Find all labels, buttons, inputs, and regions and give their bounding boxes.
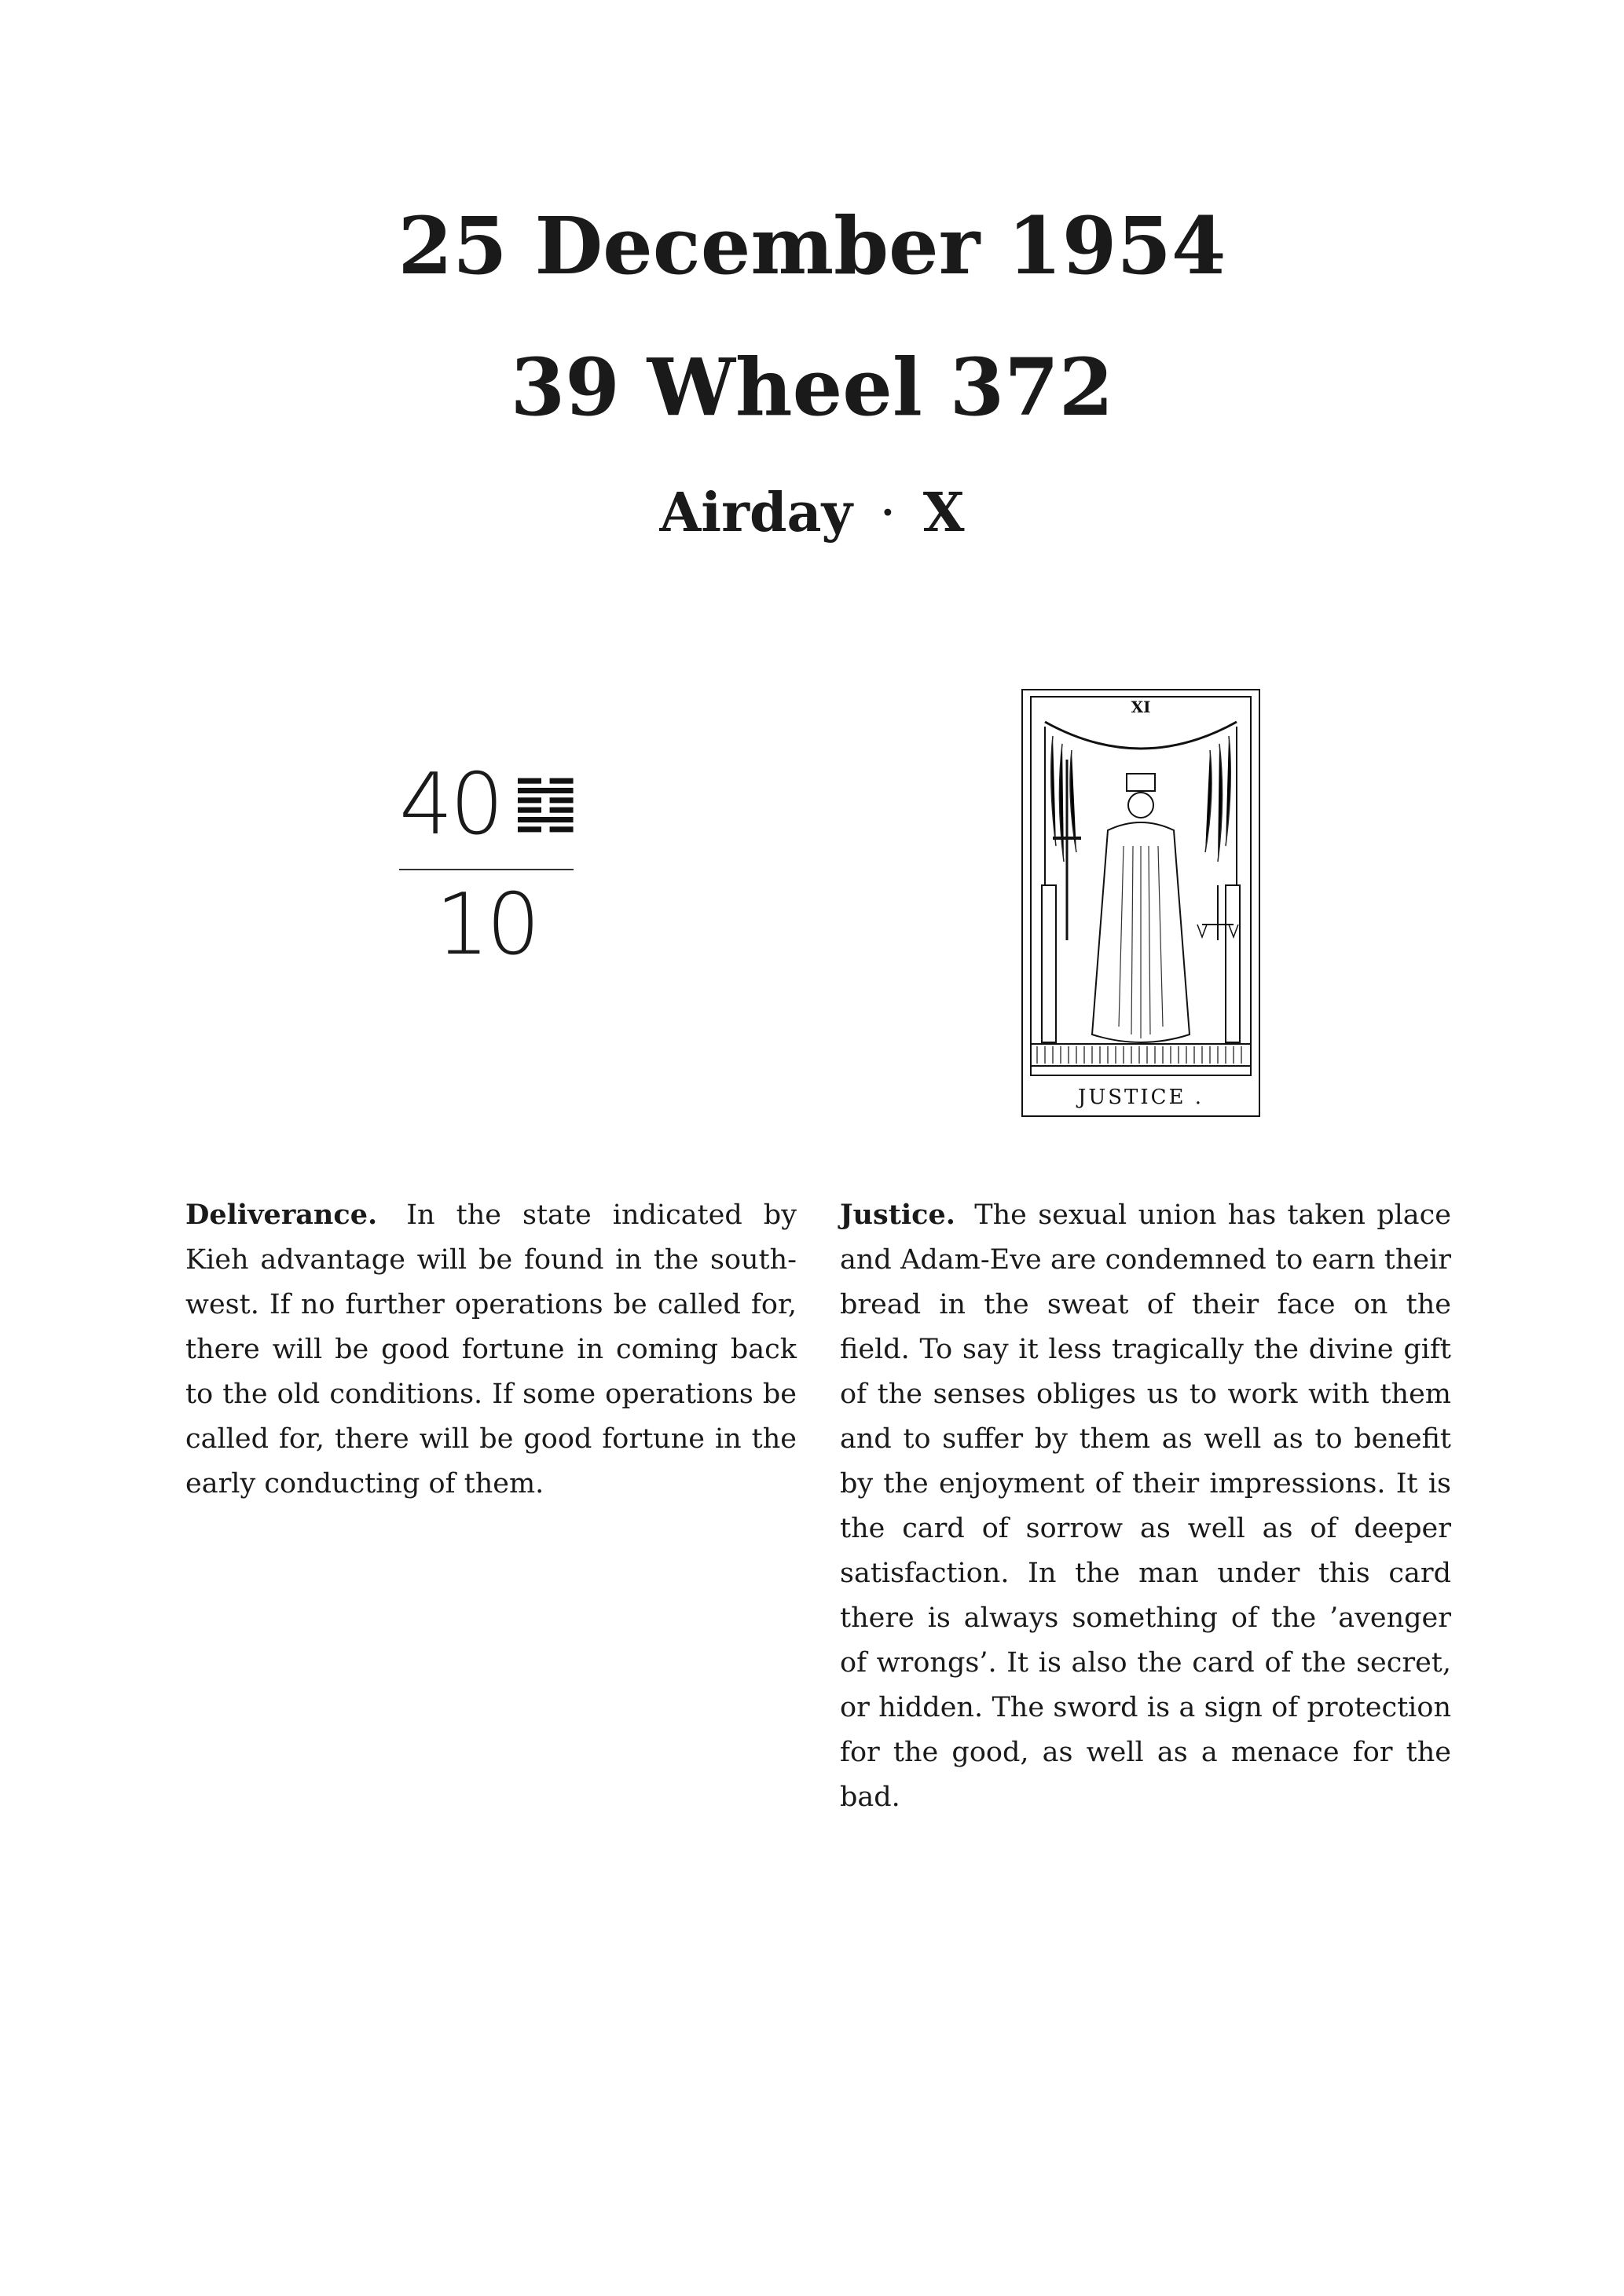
card-numeral: XI [1131,698,1151,716]
hexagram-number: 40 [399,756,501,854]
hexagram-40-icon [518,774,574,836]
page-subtitle-wheel: 39 Wheel 372 [510,341,1114,434]
deliverance-paragraph [185,1192,797,1507]
justice-tarot-card-image [1021,689,1260,1117]
deliverance-body: In the state indicated by Kieh advantage will be found in the south-west. If no further operations be called for, there will be good fortune in coming back to the old conditions. If some operations be called for, there will be good fortune in the early conducting of them. [185,1199,797,1500]
day-line [0,478,1624,549]
justice-heading: Justice. [840,1199,955,1231]
separator-dot: · [879,482,896,544]
card-number: 10 [435,876,537,974]
hexagram-row [399,756,574,854]
deliverance-heading: Deliverance. [185,1199,378,1231]
fraction-rule [399,869,574,870]
card-label: JUSTICE . [1077,1086,1204,1109]
justice-paragraph [840,1192,1451,1820]
page-title-date: 25 December 1954 [398,200,1226,292]
day-name: Airday [659,482,853,544]
hexagram-fraction [399,756,574,974]
justice-body: The sexual union has taken place and Adam-Eve are condemned to earn their bread in the sweat of their face on the field. To say it less tragically the divine gift of the senses obliges us to work with them and to suffer by them as well as to benefit by the enjoyment of their impressions. It is the card of sorrow as well as of deeper satisfaction. In the man under this card there is always something of the ’avenger of wrongs’. It is also the card of the secret, or hidden. The sword is a sign of protection for the good, as well as a menace for the bad. [840,1199,1451,1813]
day-numeral: X [922,482,965,544]
